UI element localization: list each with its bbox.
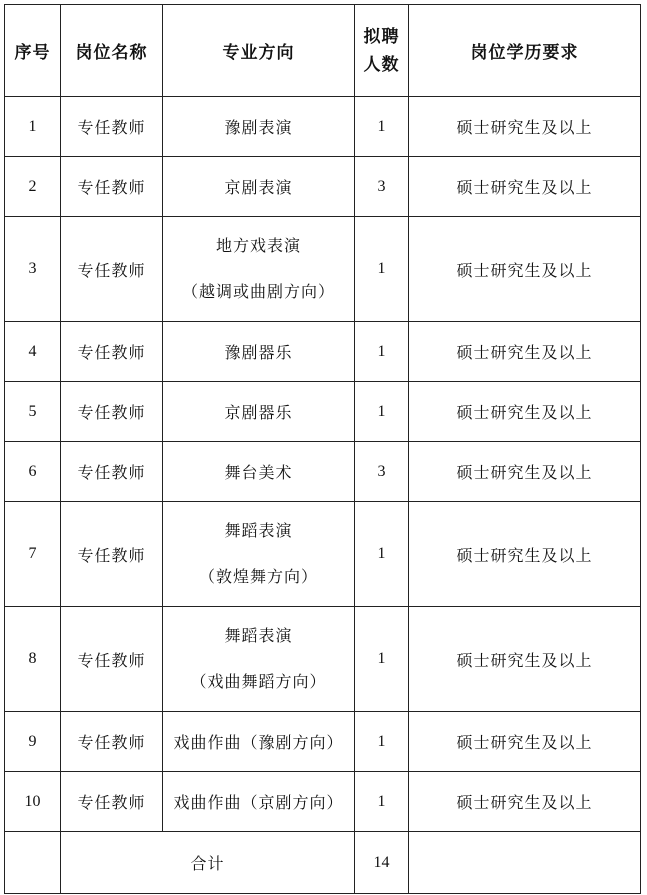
cell-education-empty [409, 832, 641, 894]
table-row [5, 382, 641, 442]
table-row [5, 772, 641, 832]
cell-major-line2: （越调或曲剧方向） [181, 282, 335, 301]
cell-seq-empty [5, 832, 61, 894]
cell-count: 1 [355, 322, 409, 382]
cell-education: 硕士研究生及以上 [409, 712, 641, 772]
cell-major: 京剧表演 [163, 157, 355, 217]
cell-education: 硕士研究生及以上 [409, 607, 641, 712]
table-row [5, 712, 641, 772]
cell-seq: 9 [5, 712, 61, 772]
table-row [5, 502, 641, 607]
cell-seq: 7 [5, 502, 61, 607]
cell-major-line2: （戏曲舞蹈方向） [190, 672, 327, 691]
cell-seq: 10 [5, 772, 61, 832]
cell-count: 1 [355, 97, 409, 157]
cell-education: 硕士研究生及以上 [409, 217, 641, 322]
table-row [5, 97, 641, 157]
cell-seq: 8 [5, 607, 61, 712]
recruitment-table [4, 4, 641, 894]
cell-major: 京剧器乐 [163, 382, 355, 442]
total-row [5, 832, 641, 894]
header-count-line2: 人数 [363, 54, 400, 75]
cell-seq: 6 [5, 442, 61, 502]
cell-position-name: 专任教师 [61, 97, 163, 157]
header-major: 专业方向 [163, 5, 355, 97]
cell-seq: 5 [5, 382, 61, 442]
cell-position-name: 专任教师 [61, 157, 163, 217]
cell-major: 豫剧器乐 [163, 322, 355, 382]
cell-count: 1 [355, 772, 409, 832]
cell-position-name: 专任教师 [61, 382, 163, 442]
cell-position-name: 专任教师 [61, 442, 163, 502]
cell-major: 戏曲作曲（京剧方向） [163, 772, 355, 832]
cell-education: 硕士研究生及以上 [409, 97, 641, 157]
cell-position-name: 专任教师 [61, 322, 163, 382]
cell-major-line2: （敦煌舞方向） [198, 567, 318, 586]
cell-count: 1 [355, 502, 409, 607]
cell-position-name: 专任教师 [61, 712, 163, 772]
cell-major-line1: 舞蹈表演 [224, 521, 293, 540]
table-row [5, 217, 641, 322]
cell-major-line1: 地方戏表演 [215, 236, 301, 255]
cell-seq: 2 [5, 157, 61, 217]
header-count [355, 5, 409, 97]
header-row [5, 5, 641, 97]
cell-count: 1 [355, 712, 409, 772]
total-label: 合计 [61, 832, 355, 894]
table-row [5, 607, 641, 712]
cell-education: 硕士研究生及以上 [409, 157, 641, 217]
cell-seq: 4 [5, 322, 61, 382]
cell-education: 硕士研究生及以上 [409, 442, 641, 502]
cell-count: 1 [355, 217, 409, 322]
cell-position-name: 专任教师 [61, 502, 163, 607]
cell-position-name: 专任教师 [61, 772, 163, 832]
header-position-name: 岗位名称 [61, 5, 163, 97]
cell-major: 豫剧表演 [163, 97, 355, 157]
cell-major [163, 217, 355, 322]
cell-education: 硕士研究生及以上 [409, 382, 641, 442]
cell-count: 3 [355, 157, 409, 217]
cell-count: 1 [355, 382, 409, 442]
cell-major: 舞台美术 [163, 442, 355, 502]
cell-education: 硕士研究生及以上 [409, 772, 641, 832]
header-education: 岗位学历要求 [409, 5, 641, 97]
table-row [5, 322, 641, 382]
header-seq: 序号 [5, 5, 61, 97]
cell-major [163, 502, 355, 607]
cell-education: 硕士研究生及以上 [409, 322, 641, 382]
cell-major: 戏曲作曲（豫剧方向） [163, 712, 355, 772]
cell-position-name: 专任教师 [61, 217, 163, 322]
header-count-line1: 拟聘 [363, 26, 400, 47]
cell-seq: 1 [5, 97, 61, 157]
cell-major [163, 607, 355, 712]
cell-count: 1 [355, 607, 409, 712]
table-row [5, 442, 641, 502]
cell-count: 3 [355, 442, 409, 502]
cell-seq: 3 [5, 217, 61, 322]
cell-position-name: 专任教师 [61, 607, 163, 712]
table-row [5, 157, 641, 217]
cell-education: 硕士研究生及以上 [409, 502, 641, 607]
total-count: 14 [355, 832, 409, 894]
cell-major-line1: 舞蹈表演 [224, 626, 293, 645]
